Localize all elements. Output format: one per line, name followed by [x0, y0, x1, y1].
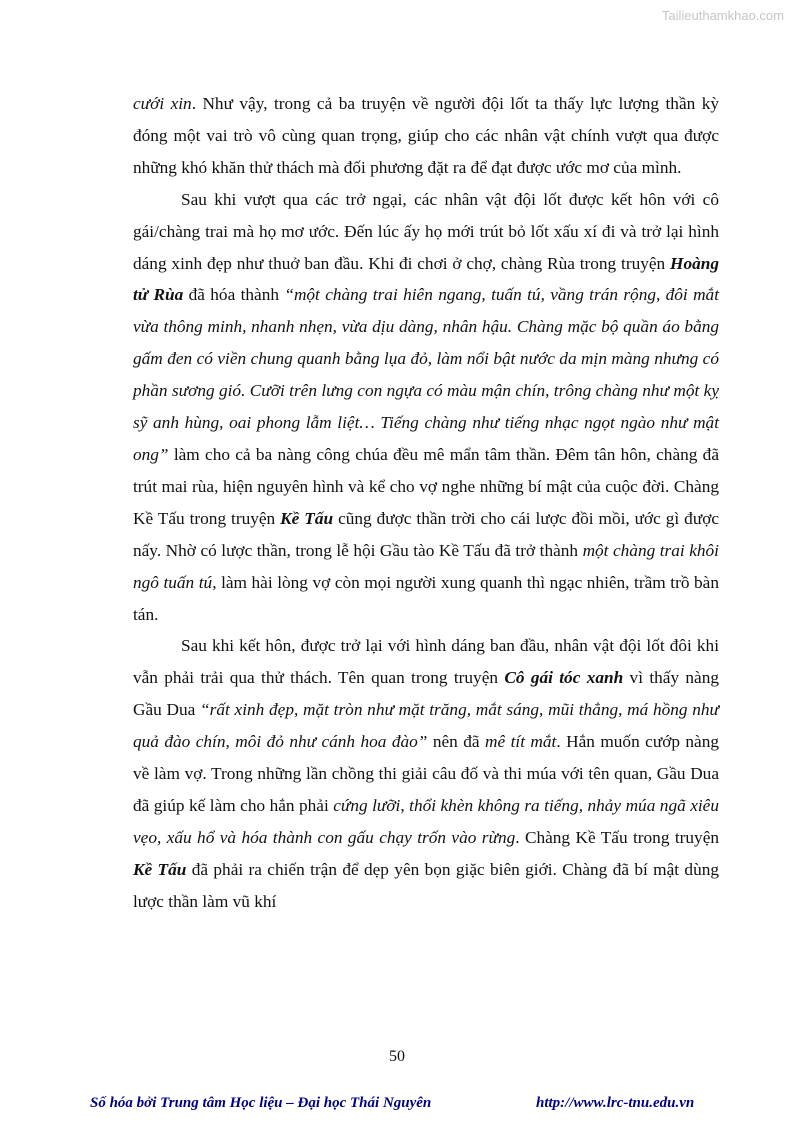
- footer-link[interactable]: http://www.lrc-tnu.edu.vn: [536, 1095, 695, 1111]
- text-run: đã hóa thành: [183, 285, 285, 305]
- quotation: cứng lưỡi: [333, 795, 401, 815]
- story-title: Cô gái tóc xanh: [504, 668, 624, 688]
- text-run: cũng được thần trời cho cái lược đồi mồi, ước gì được nấy. Nhờ có lược thần, trong lễ hội Gầu tào Kề Tấu đã trở thành: [133, 508, 720, 560]
- text-run: , làm hài lòng vợ còn mọi người xung quanh thì ngạc nhiên, trầm trồ bàn tán.: [133, 572, 719, 624]
- quotation: thổi khèn không ra tiếng, nhảy múa ngã xiêu vẹo, xấu hổ và hóa thành con gấu chạy trốn vào rừng: [133, 795, 719, 847]
- story-title: Kề Tấu: [280, 508, 334, 528]
- quotation: “một chàng trai hiên ngang, tuấn tú, vầng trán rộng, đôi mắt vừa thông minh, nhanh nhẹn, vừa dịu dàng, nhân hậu. Chàng mặc bộ quần áo bằng gấm đen có viền chung quanh bằng lụa đỏ, làm nổi bật nước da mịn màng nhưng có phần sương gió. Cưỡi trên lưng con ngựa có màu mận chín, trông chàng như một kỵ sỹ anh hùng, oai phong lẫm liệt… Tiếng chàng như tiếng nhạc ngọt ngào như mật ong”: [133, 285, 719, 464]
- paragraph-1: [133, 88, 719, 184]
- page-number: 50: [389, 1048, 405, 1065]
- watermark: Tailieuthamkhao.com: [661, 8, 784, 23]
- text-run: . Hắn muốn cướp nàng về làm vợ. Trong những lần chồng thi giải câu đố và thi múa với tên quan, Gầu Dua đã giúp kế làm cho hắn phải: [133, 732, 720, 815]
- quotation: mê tít mắt: [485, 732, 557, 752]
- text-run: cưới xin: [133, 94, 192, 113]
- story-title: Kề Tấu: [133, 859, 187, 879]
- text-run: ,: [400, 795, 410, 815]
- quotation: một chàng trai khôi ngô tuấn tú: [133, 540, 719, 592]
- text-run: làm cho cả ba nàng công chúa đều mê mẩn tâm thần. Đêm tân hôn, chàng đã trút mai rùa, hiện nguyên hình và kể cho vợ nghe những bí mật của cuộc đời. Chàng Kề Tấu trong truyện: [133, 444, 719, 528]
- text-run: Sau khi kết hôn, được trở lại với hình dáng ban đầu, nhân vật đội lốt đôi khi vẫn phải trải qua thử thách. Tên quan trong truyện: [133, 636, 719, 688]
- text-run: đã phải ra chiến trận để dẹp yên bọn giặc biên giới. Chàng đã bí mật dùng lược thần làm vũ khí: [133, 859, 719, 911]
- text-run: Sau khi vượt qua các trở ngại, các nhân vật đội lốt được kết hôn với cô gái/chàng trai mà họ mơ ước. Đến lúc ấy họ mới trút bỏ lốt xấu xí đi và trở lại hình dáng xinh đẹp như thuở ban đầu. Khi đi chơi ở chợ, chàng Rùa trong truyện: [133, 189, 719, 273]
- footer-credit: Số hóa bởi Trung tâm Học liệu – Đại học Thái Nguyên: [90, 1095, 432, 1111]
- paragraph-3: [133, 630, 719, 917]
- text-run: vì thấy nàng Gầu Dua: [133, 668, 720, 720]
- paragraph-2: [133, 184, 719, 631]
- quotation: “rất xinh đẹp, mặt tròn như mặt trăng, mắt sáng, mũi thẳng, má hồng như quả đào chín, môi đỏ như cánh hoa đào”: [133, 700, 719, 752]
- text-run: . Như vậy, trong cả ba truyện về người đội lốt ta thấy lực lượng thần kỳ đóng một vai trò vô cùng quan trọng, giúp cho các nhân vật chính vượt qua được những khó khăn thử thách mà đối phương đặt ra để đạt được ước mơ của mình.: [133, 94, 719, 177]
- page-body: [133, 88, 719, 918]
- text-run: nên đã: [427, 732, 485, 752]
- text-run: . Chàng Kề Tấu trong truyện: [515, 827, 720, 847]
- story-title: Hoàng tử Rùa: [133, 253, 719, 305]
